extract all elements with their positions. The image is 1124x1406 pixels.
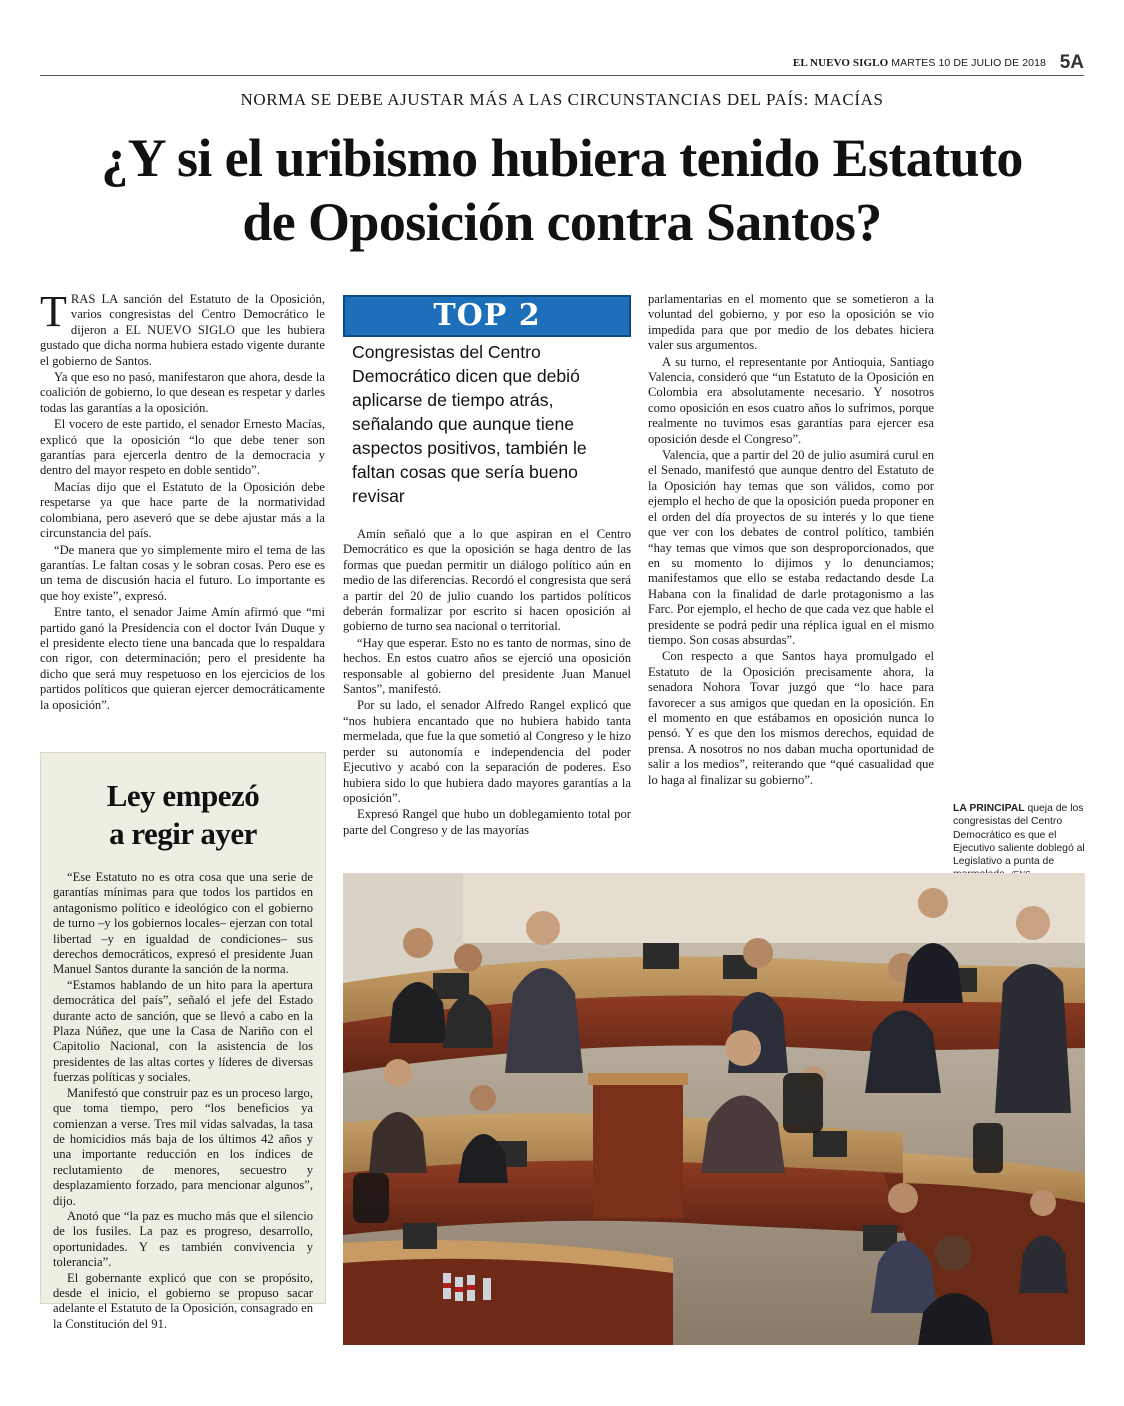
top2-banner bbox=[343, 295, 631, 337]
paragraph: parlamentarias en el momento que se sometieron a la voluntad del gobierno, y por eso la oposición se vio impedida para que por medio de los debates hiciera valer sus argumentos. bbox=[648, 292, 934, 353]
kicker: NORMA SE DEBE AJUSTAR MÁS A LAS CIRCUNSTANCIAS DEL PAÍS: MACÍAS bbox=[240, 90, 884, 109]
congress-photo-illustration bbox=[343, 873, 1085, 1345]
paragraph: “De manera que yo simplemente miro el tema de las garantías. Le faltan cosas y le sobran cosas. Pero ese es un tema de discusión hacia el futuro. Lo importante es que hoy existe”, expresó. bbox=[40, 542, 325, 603]
article-column-3 bbox=[648, 292, 934, 789]
paragraph: Amín señaló que a lo que aspiran en el Centro Democrático es que la oposición se haga dentro de las formas que puedan permitir un diálogo político aún en medio de las diferencias. Recordó el congresista que será a partir del 20 de julio cuando los partidos políticos deberán formalizar por escrito si hacen oposición al gobierno de turno sea nacional o territorial. bbox=[343, 527, 631, 634]
article-column-1 bbox=[40, 287, 325, 714]
paragraph: “Estamos hablando de un hito para la apertura democrática del país”, señaló el jefe del Estado durante acto de sanción, que se llevó a cabo en la Plaza Núñez, que une la Casa de Nariño con el Capitolio Nacional, con la asistencia de los presidentes de las altas cortes y líderes de diversas fuerzas políticas y sociales. bbox=[53, 977, 313, 1085]
paragraph bbox=[40, 287, 325, 369]
paragraph-text: RAS LA sanción del Estatuto de la Oposición, varios congresistas del Centro Democrático le dijeron a EL NUEVO SIGLO que les hubiera gustado que dicha norma hubiera estado vigente durante el gobierno de Santos. bbox=[40, 292, 325, 368]
caption-lead: LA PRINCIPAL bbox=[953, 803, 1025, 814]
sidebar-body bbox=[53, 870, 313, 1332]
masthead-info bbox=[793, 57, 1046, 69]
masthead bbox=[0, 52, 1124, 74]
drop-cap: T bbox=[40, 287, 67, 336]
photo-caption bbox=[953, 802, 1086, 882]
top2-summary: Congresistas del Centro Democrático dicen que debió aplicarse de tiempo atrás, señalando que aunque tiene aspectos positivos, también le faltan cosas que sería bueno revisar bbox=[352, 342, 587, 506]
paragraph: Expresó Rangel que hubo un doblegamiento total por parte del Congreso y de las mayorías bbox=[343, 807, 631, 837]
paragraph: Por su lado, el senador Alfredo Rangel explicó que “nos hubiera encantado que no hubiera habido tanta mermelada, que fue la que sometió al Congreso y le hizo perder su autonomía e independencia del poder Ejecutivo y acabó con la separación de poderes. Eso hubiera sido lo que hubiera dado mayores garantías a la oposición”. bbox=[343, 698, 631, 805]
paper-name: EL NUEVO SIGLO bbox=[792, 57, 889, 69]
paragraph: Con respecto a que Santos haya promulgado el Estatuto de la Oposición precisamente ahora, la senadora Nohora Tovar juzgó que “lo hace para favorecer a sus amigos que quedan en la oposición. En el momento en que estábamos en oposición nunca lo pensó. Y es que den los mismos derechos, equidad de prensa. A nosotros no nos daban mucha oportunidad de salir a los medios”, reiterando que “qué casualidad que lo haga al finalizar su gobierno”. bbox=[648, 649, 934, 787]
headline-line-1: ¿Y si el uribismo hubiera tenido Estatuto bbox=[101, 128, 1023, 188]
sidebar-box bbox=[40, 752, 326, 1331]
paragraph: Manifestó que construir paz es un proceso largo, que toma tiempo, pero “los beneficios ya comienzan a verse. Tres mil vidas salvadas, la tasa de homicidios más baja de los últimos 42 años y una importante reducción en los índices de reclutamiento de menores, secuestro y desplazamiento forzado, para mencionar algunos”, dijo. bbox=[53, 1085, 313, 1208]
headline bbox=[40, 126, 1084, 254]
sidebar-title-line-1: Ley empezó bbox=[106, 778, 260, 813]
paragraph: Ya que eso no pasó, manifestaron que ahora, desde la coalición de gobierno, lo que desean es respetar y darles todas las garantías a la oposición. bbox=[40, 370, 325, 415]
sidebar-title bbox=[53, 777, 313, 853]
article-column-2 bbox=[343, 527, 631, 839]
issue-date: MARTES 10 DE JULIO DE 2018 bbox=[891, 57, 1046, 69]
paragraph: Anotó que “la paz es mucho más que el silencio de los fusiles. La paz es progreso, desarrollo, oportunidades. Y es también convivencia y tolerancia”. bbox=[53, 1208, 313, 1270]
caption-text: queja de los congresistas del Centro Democrático es que el Ejecutivo saliente doblegó al Legislativo a punta de bbox=[953, 803, 1085, 868]
header-rule bbox=[40, 75, 1084, 76]
top2-label: TOP 2 bbox=[433, 298, 541, 333]
paragraph: Entre tanto, el senador Jaime Amín afirmó que “mi partido ganó la Presidencia con el doctor Iván Duque y el presidente electo tiene una bancada que lo respaldara con rigor, con determinación; pero el presidente ha dicho que será muy respetuoso en los ejercicios de los partidos políticos que quieran ejercer democráticamente la oposición”. bbox=[40, 605, 325, 712]
paragraph: A su turno, el representante por Antioquia, Santiago Valencia, consideró que “un Estatuto de la Oposición en Colombia era absolutamente necesario. Y nosotros como oposición en esos cuatro años lo sufrimos, porque realmente no tuvimos esas garantías para ejercer esa oposición desde el Congreso”. bbox=[648, 354, 934, 446]
page-number: 5A bbox=[1059, 52, 1084, 73]
paragraph: “Ese Estatuto no es otra cosa que una serie de garantías mínimas para que todos los partidos en antagonismo político e ideológico con el gobierno de turno –y los gobiernos locales– ejerzan con total libertad –y en igualdad de condiciones– sus derechos democráticos, expresó el presidente Juan Manuel Santos durante la sanción de la norma. bbox=[53, 870, 313, 977]
headline-line-2: de Oposición contra Santos? bbox=[242, 192, 882, 252]
paragraph: El gobernante explicó que con se propósito, desde el inicio, el gobierno se propuso sacar adelante el Estatuto de la Oposición, consagrado en la Constitución del 91. bbox=[53, 1270, 313, 1331]
paragraph: El vocero de este partido, el senador Ernesto Macías, explicó que la oposición “lo que debe tener son garantías para ejercerla dentro de la democracia y dentro del mayor respeto en doble sentido”. bbox=[40, 417, 325, 478]
paragraph: Valencia, que a partir del 20 de julio asumirá curul en el Senado, manifestó que aunque dentro del Estatuto de la Oposición hay temas que son válidos, como por ejemplo el hecho de que la oposición pueda proponer en el orden del día proyectos de su interés y lo que tiene que ver con los debates de control político, también “hay temas que vimos que son desproporcionados, que en su momento lo dijimos y lo denunciamos; manifestamos que ello se estaba redactando desde La Habana con la finalidad de darle protagonismo a las Farc. Por ejemplo, el hecho de que cada vez que hable el presidente se podrá pedir una réplica igual en el mismo tiempo. Son cosas absurdas”. bbox=[648, 448, 934, 647]
sidebar-title-line-2: a regir ayer bbox=[109, 816, 257, 851]
paragraph: Macías dijo que el Estatuto de la Oposición debe respetarse ya que hace parte de la normatividad colombiana, pero aseveró que se debe ajustar más a la circunstancia del país. bbox=[40, 479, 325, 541]
congress-photo bbox=[343, 873, 1085, 1345]
paragraph: “Hay que esperar. Esto no es tanto de normas, sino de hechos. En estos cuatro años se ejerció una oposición responsable al gobierno del presidente Juan Manuel Santos”, manifestó. bbox=[343, 635, 631, 697]
